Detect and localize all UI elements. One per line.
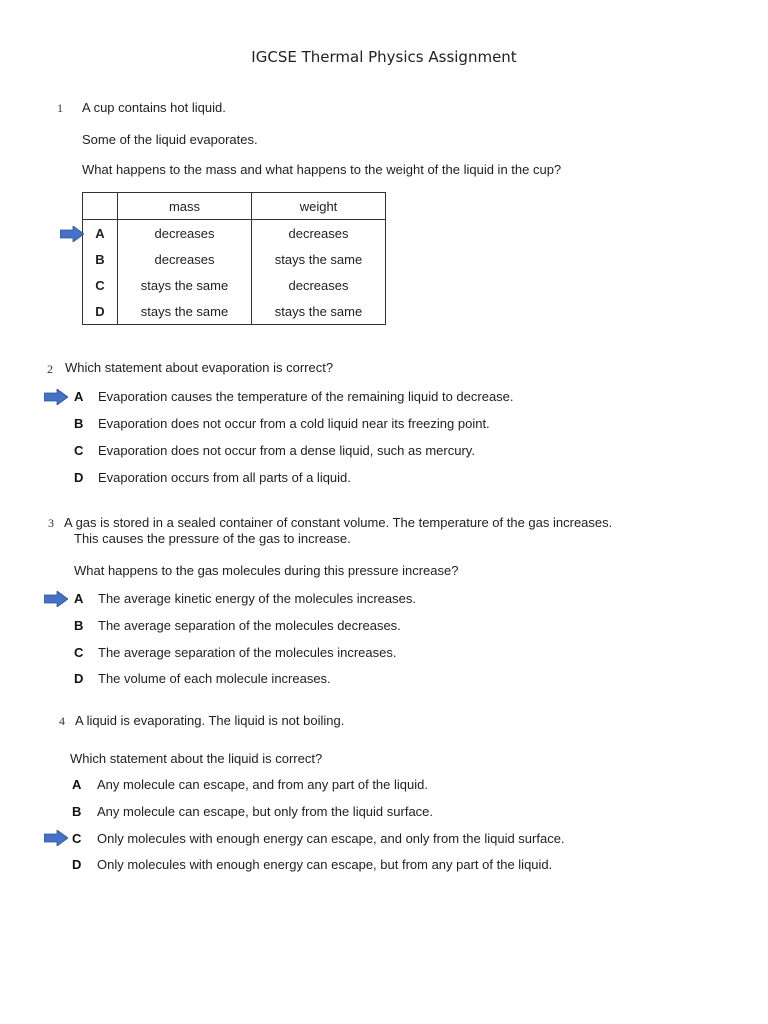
q1-line-1: A cup contains hot liquid. [82,100,226,115]
q4-option-letter: D [72,857,82,872]
q4-option-text: Only molecules with enough energy can escape, and only from the liquid surface. [97,831,565,846]
row-weight: stays the same [274,251,363,267]
row-weight: decreases [288,225,349,241]
q3-question: What happens to the gas molecules during this pressure increase? [74,563,459,578]
q3-line-1: A gas is stored in a sealed container of constant volume. The temperature of the gas increases. [64,515,613,530]
q2-option-letter: B [74,416,84,431]
q1-line-2: Some of the liquid evaporates. [82,132,258,147]
row-mass: stays the same [118,298,252,325]
q2-option-text: Evaporation occurs from all parts of a liquid. [98,470,351,485]
q4-number: 4 [59,714,65,728]
q3-option-letter: A [74,591,84,606]
table-header-mass: mass [118,193,252,220]
q3-option-letter: B [74,618,84,633]
table-row [83,272,386,298]
q4-question: Which statement about the liquid is correct? [70,751,323,766]
q1-number: 1 [57,101,63,115]
q3-option-text: The volume of each molecule increases. [98,671,331,686]
answer-arrow-icon [44,389,68,405]
row-mass: stays the same [118,272,252,298]
row-mass: decreases [118,220,252,247]
row-letter: A [83,220,118,247]
q4-option-letter: C [72,831,82,846]
q2-option-text: Evaporation causes the temperature of the remaining liquid to decrease. [98,389,514,404]
q3-option-text: The average separation of the molecules increases. [98,645,397,660]
q2-question: Which statement about evaporation is correct? [65,360,334,375]
table-header-weight: weight [252,193,386,220]
q3-option-text: The average separation of the molecules decreases. [98,618,401,633]
row-weight: decreases [288,277,349,293]
q2-option-letter: A [74,389,84,404]
q4-line-1: A liquid is evaporating. The liquid is not boiling. [75,713,345,728]
table-row [83,298,386,325]
q1-answer-table [82,192,386,325]
row-letter: C [83,272,118,298]
row-mass: decreases [118,246,252,272]
q3-option-text: The average kinetic energy of the molecules increases. [98,591,416,606]
table-header-blank [83,193,118,220]
q3-number: 3 [48,516,54,530]
answer-arrow-icon [60,226,84,242]
q3-line-2: This causes the pressure of the gas to increase. [74,531,351,546]
q2-option-text: Evaporation does not occur from a dense liquid, such as mercury. [98,443,475,458]
q4-option-text: Only molecules with enough energy can escape, but from any part of the liquid. [97,857,553,872]
q4-option-text: Any molecule can escape, and from any part of the liquid. [97,777,428,792]
answer-arrow-icon [44,591,68,607]
q2-number: 2 [47,362,53,376]
row-letter: B [83,246,118,272]
row-weight: stays the same [274,303,363,319]
page-title: IGCSE Thermal Physics Assignment [251,48,517,66]
q4-option-letter: B [72,804,82,819]
q2-option-letter: C [74,443,84,458]
q1-question: What happens to the mass and what happens to the weight of the liquid in the cup? [82,162,562,177]
q2-option-text: Evaporation does not occur from a cold liquid near its freezing point. [98,416,490,431]
answer-arrow-icon [44,830,68,846]
row-letter: D [83,298,118,325]
q3-option-letter: C [74,645,84,660]
q3-option-letter: D [74,671,84,686]
table-row [83,246,386,272]
q2-option-letter: D [74,470,84,485]
table-row [83,220,386,247]
q4-option-text: Any molecule can escape, but only from the liquid surface. [97,804,434,819]
q4-option-letter: A [72,777,82,792]
